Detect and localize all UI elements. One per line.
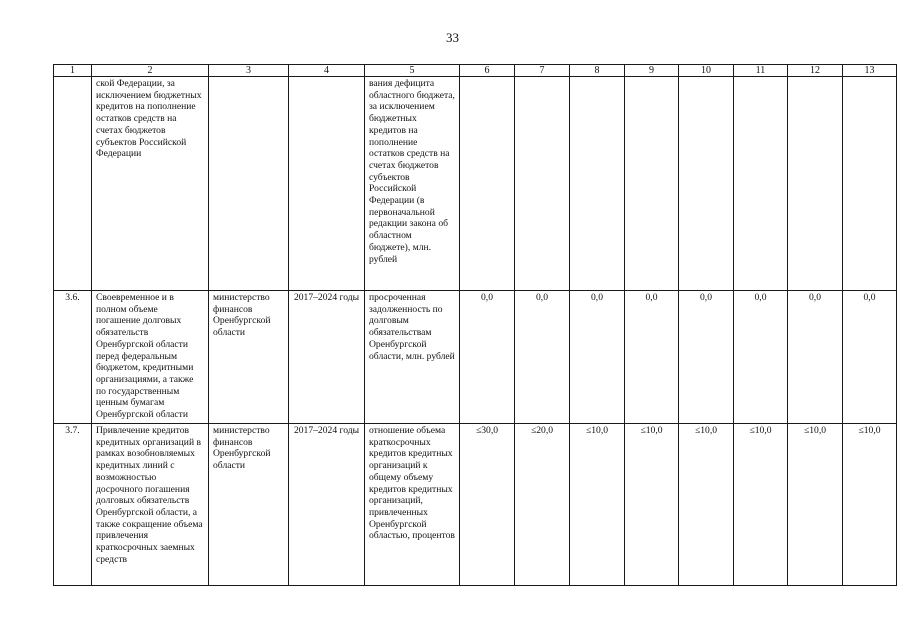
value-cell: ≤10,0 bbox=[570, 424, 625, 586]
column-number-row bbox=[54, 65, 897, 77]
column-header: 3 bbox=[209, 65, 289, 77]
value-cell: ≤10,0 bbox=[843, 424, 897, 586]
column-header: 10 bbox=[679, 65, 734, 77]
column-header: 12 bbox=[788, 65, 843, 77]
event-cell: ской Федерации, за исключением бюджетных кредитов на пополнение остатков средств на счетах бюджетов субъектов Российской Федерации bbox=[92, 77, 209, 291]
column-header: 7 bbox=[515, 65, 570, 77]
column-header: 2 bbox=[92, 65, 209, 77]
value-cell bbox=[460, 77, 515, 291]
value-cell: 0,0 bbox=[515, 291, 570, 424]
table-row bbox=[54, 424, 897, 586]
value-cell bbox=[570, 77, 625, 291]
executor-cell: министерство финансов Оренбургской области bbox=[209, 424, 289, 586]
column-header: 6 bbox=[460, 65, 515, 77]
value-cell bbox=[734, 77, 788, 291]
value-cell: ≤10,0 bbox=[679, 424, 734, 586]
term-cell bbox=[289, 77, 365, 291]
column-header: 1 bbox=[54, 65, 92, 77]
table-row bbox=[54, 291, 897, 424]
value-cell: 0,0 bbox=[843, 291, 897, 424]
row-number bbox=[54, 77, 92, 291]
value-cell: ≤20,0 bbox=[515, 424, 570, 586]
column-header: 4 bbox=[289, 65, 365, 77]
value-cell: 0,0 bbox=[734, 291, 788, 424]
value-cell: 0,0 bbox=[570, 291, 625, 424]
term-cell: 2017–2024 годы bbox=[289, 291, 365, 424]
value-cell: 0,0 bbox=[788, 291, 843, 424]
indicator-cell: отношение объема краткосрочных кредитов кредитных организаций к общему объему кредитов кредитных организаций, привлеченных Оренбургской областью, процентов bbox=[365, 424, 460, 586]
table-row bbox=[54, 77, 897, 291]
executor-cell bbox=[209, 77, 289, 291]
value-cell: ≤30,0 bbox=[460, 424, 515, 586]
column-header: 9 bbox=[625, 65, 679, 77]
term-cell: 2017–2024 годы bbox=[289, 424, 365, 586]
value-cell bbox=[843, 77, 897, 291]
value-cell: 0,0 bbox=[460, 291, 515, 424]
column-header: 13 bbox=[843, 65, 897, 77]
column-header: 11 bbox=[734, 65, 788, 77]
measures-table bbox=[53, 64, 897, 586]
executor-cell: министерство финансов Оренбургской области bbox=[209, 291, 289, 424]
indicator-cell: вания дефицита областного бюджета, за исключением бюджетных кредитов на пополнение остатков средств на счетах бюджетов субъектов Российской Федерации (в первоначальной редакции закона об областном бюджете), млн. рублей bbox=[365, 77, 460, 291]
event-cell: Привлечение кредитов кредитных организаций в рамках возобновляемых кредитных линий с возможностью досрочного погашения долговых обязательств Оренбургской области, а также сокращение объема привлечения краткосрочных заемных средств bbox=[92, 424, 209, 586]
row-number: 3.6. bbox=[54, 291, 92, 424]
value-cell bbox=[788, 77, 843, 291]
event-cell: Своевременное и в полном объеме погашение долговых обязательств Оренбургской области перед федеральным бюджетом, кредитными организациями, а также по государственным ценным бумагам Оренбургской области bbox=[92, 291, 209, 424]
value-cell bbox=[625, 77, 679, 291]
column-header: 5 bbox=[365, 65, 460, 77]
row-number: 3.7. bbox=[54, 424, 92, 586]
value-cell bbox=[515, 77, 570, 291]
value-cell: ≤10,0 bbox=[788, 424, 843, 586]
value-cell: 0,0 bbox=[679, 291, 734, 424]
value-cell: 0,0 bbox=[625, 291, 679, 424]
value-cell bbox=[679, 77, 734, 291]
column-header: 8 bbox=[570, 65, 625, 77]
value-cell: ≤10,0 bbox=[625, 424, 679, 586]
indicator-cell: просроченная задолженность по долговым обязательствам Оренбургской области, млн. рублей bbox=[365, 291, 460, 424]
value-cell: ≤10,0 bbox=[734, 424, 788, 586]
page-number: 33 bbox=[446, 30, 459, 45]
